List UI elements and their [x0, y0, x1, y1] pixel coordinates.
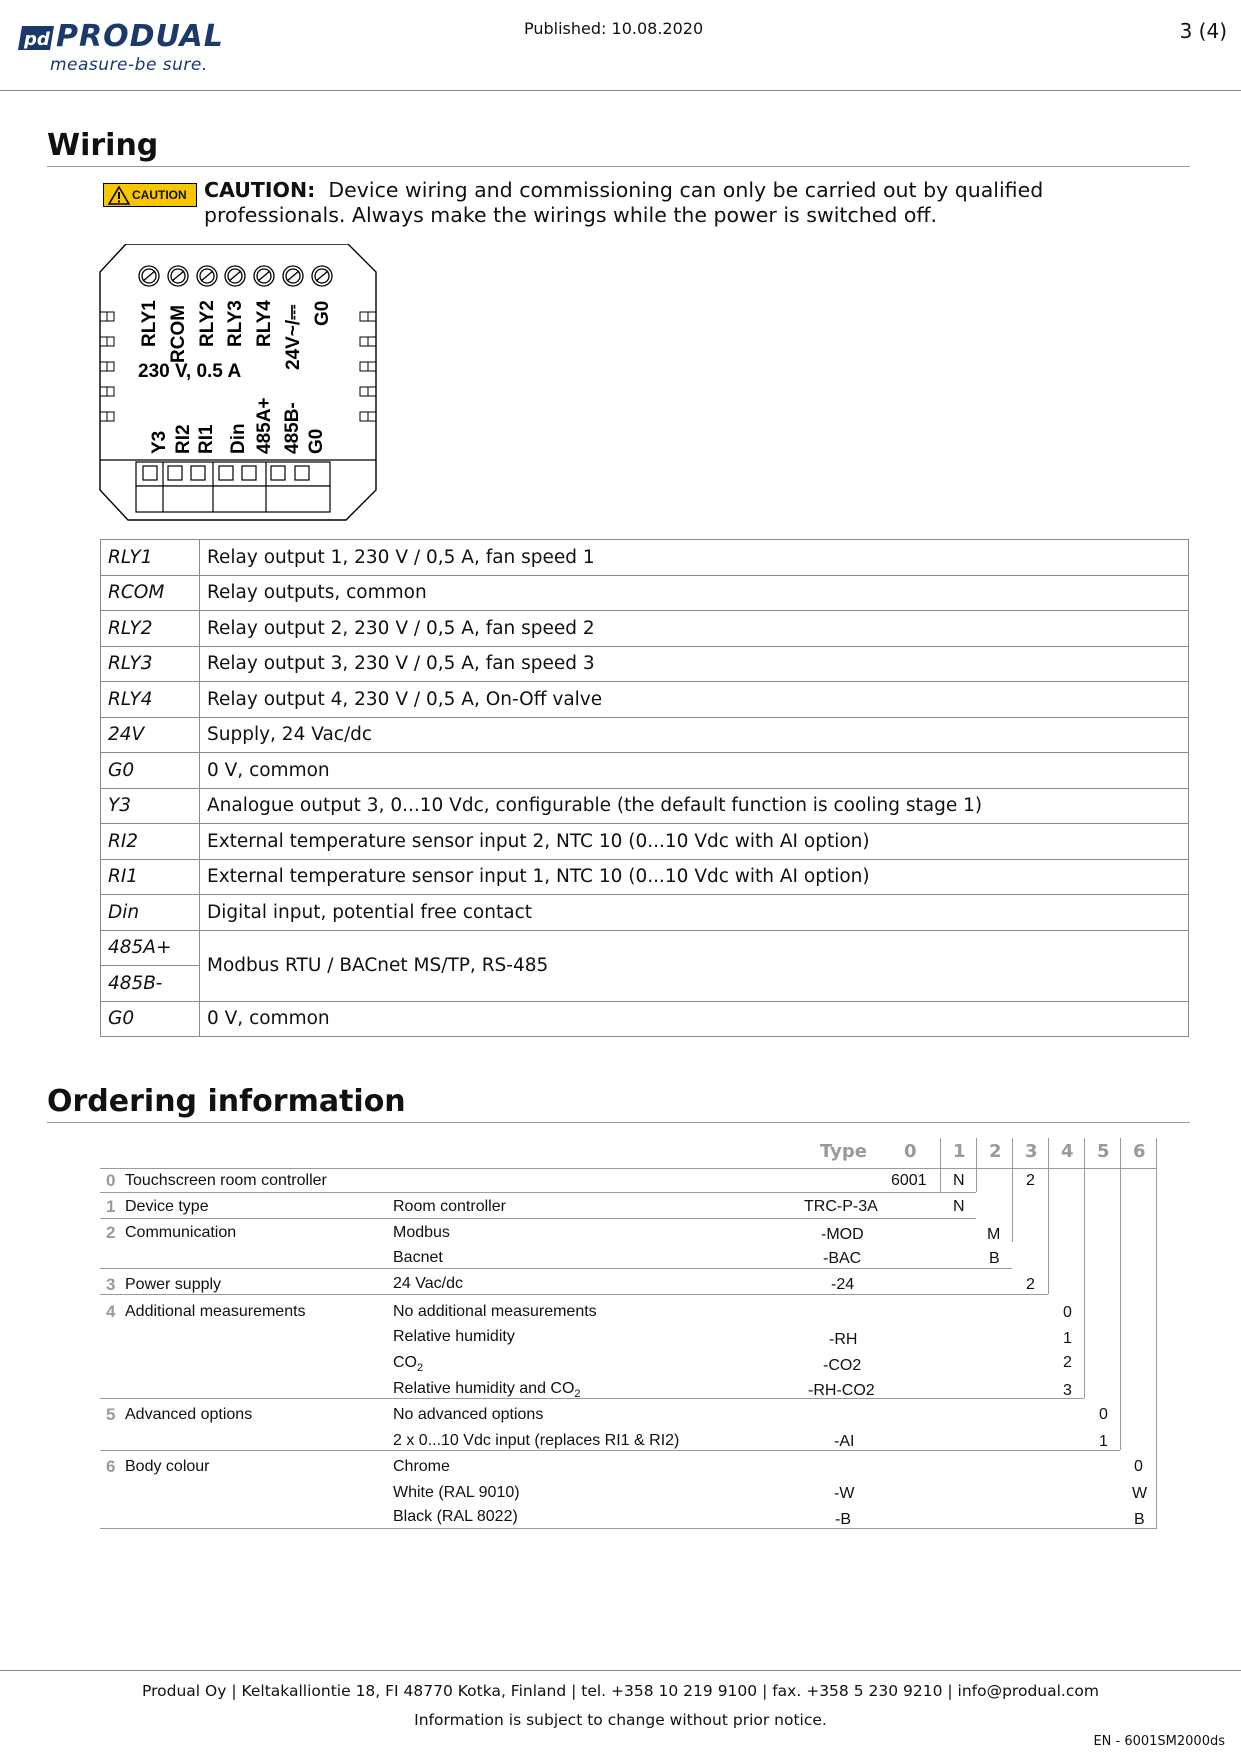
- order-option: Room controller: [393, 1198, 506, 1215]
- terminal-code: 485A+: [101, 930, 200, 966]
- terminal-description: Analogue output 3, 0...10 Vdc, configurable (the default function is cooling stage 1): [200, 788, 1189, 824]
- footer-notice: Information is subject to change without prior notice.: [414, 1711, 827, 1729]
- order-option: Relative humidity: [393, 1328, 515, 1345]
- order-option: Modbus: [393, 1224, 450, 1241]
- position-number: 3: [106, 1275, 116, 1294]
- order-item-label: Power supply: [125, 1276, 222, 1293]
- caution-lead: CAUTION:: [204, 178, 316, 202]
- terminal-code: RI1: [101, 859, 200, 895]
- order-code: -MOD: [821, 1226, 864, 1243]
- ordering-rule: [47, 1122, 1190, 1123]
- code-value: 0: [1063, 1304, 1072, 1321]
- order-code: -RH-CO2: [808, 1382, 875, 1399]
- table-row: [101, 895, 1189, 931]
- rule: [100, 1218, 976, 1219]
- terminal-label-bottom: G0: [306, 428, 327, 454]
- order-option: [393, 1380, 581, 1400]
- rule: [1084, 1138, 1085, 1398]
- order-code: -24: [831, 1276, 855, 1293]
- code-value: N: [953, 1198, 965, 1215]
- terminal-label-top: G0: [312, 300, 333, 326]
- code-value: 0: [1134, 1458, 1143, 1475]
- order-option: [393, 1354, 423, 1374]
- order-option: No additional measurements: [393, 1303, 597, 1320]
- order-code: TRC-P-3A: [804, 1198, 878, 1215]
- terminal-code: RCOM: [101, 575, 200, 611]
- order-option: Black (RAL 8022): [393, 1508, 518, 1525]
- rule: [100, 1192, 976, 1193]
- terminal-code: 485B-: [101, 966, 200, 1002]
- terminal-code: RI2: [101, 824, 200, 860]
- table-row: [101, 753, 1189, 789]
- position-number: 0: [106, 1171, 116, 1190]
- rule: [100, 1294, 1048, 1295]
- terminal-label-top: RLY2: [197, 300, 218, 347]
- order-code: -RH: [829, 1331, 858, 1348]
- subscript: 2: [574, 1388, 581, 1401]
- table-row: [101, 646, 1189, 682]
- terminal-description: Relay outputs, common: [200, 575, 1189, 611]
- terminal-description: 0 V, common: [200, 1001, 1189, 1037]
- terminal-code: Din: [101, 895, 200, 931]
- table-row: [101, 540, 1189, 576]
- position-number: 6: [106, 1457, 116, 1476]
- code-value: N: [953, 1172, 965, 1189]
- terminal-label-top: 24V~/⎓: [283, 304, 304, 370]
- position-number: 1: [106, 1197, 116, 1216]
- caution-badge-label: CAUTION: [132, 188, 187, 202]
- position-number: 2: [106, 1223, 116, 1242]
- rule: [100, 1450, 1120, 1451]
- wiring-rule: [47, 166, 1190, 167]
- code-value: B: [1134, 1511, 1145, 1528]
- terminal-label-top: RLY4: [254, 300, 275, 347]
- brand-name: PRODUAL: [56, 19, 224, 54]
- terminal-description: Relay output 2, 230 V / 0,5 A, fan speed 2: [200, 611, 1189, 647]
- code-value: M: [987, 1226, 1001, 1243]
- svg-text:pd: pd: [24, 29, 50, 50]
- order-item-label: Advanced options: [125, 1406, 253, 1423]
- code-value: 1: [1099, 1433, 1108, 1450]
- terminal-diagram: [98, 244, 380, 524]
- order-code: -BAC: [823, 1250, 862, 1267]
- table-row: [101, 930, 1189, 966]
- rule: [1012, 1138, 1013, 1242]
- order-item-label: Device type: [125, 1198, 209, 1215]
- table-row: [101, 788, 1189, 824]
- position-header: 0: [904, 1141, 917, 1162]
- terminal-code: RLY4: [101, 682, 200, 718]
- table-row: [101, 575, 1189, 611]
- footer-contact: Produal Oy | Keltakalliontie 18, FI 48770 Kotka, Finland | tel. +358 10 219 9100 | fax. +358 5 230 9210 | info@produal.com: [142, 1682, 1099, 1700]
- position-header: 3: [1025, 1141, 1038, 1162]
- rule: [1120, 1138, 1121, 1450]
- rule: [100, 1168, 1157, 1169]
- terminal-description: Relay output 4, 230 V / 0,5 A, On-Off valve: [200, 682, 1189, 718]
- terminal-code: 24V: [101, 717, 200, 753]
- terminal-label-bottom: Din: [228, 423, 249, 454]
- header-divider: [0, 90, 1241, 91]
- code-value: B: [989, 1250, 1000, 1267]
- terminal-label-top: RCOM: [168, 304, 189, 363]
- order-item-label: Touchscreen room controller: [125, 1172, 327, 1189]
- order-option: Bacnet: [393, 1249, 443, 1266]
- brand-tagline: measure-be sure.: [50, 55, 208, 75]
- position-header: 4: [1061, 1141, 1074, 1162]
- terminal-label-top: RLY3: [225, 300, 246, 347]
- terminal-table: [100, 539, 1189, 1037]
- order-code: -AI: [834, 1433, 855, 1450]
- terminal-code: G0: [101, 1001, 200, 1037]
- position-header: 5: [1097, 1141, 1110, 1162]
- position-header: 2: [989, 1141, 1002, 1162]
- terminal-code: Y3: [101, 788, 200, 824]
- footer-divider: [0, 1670, 1241, 1671]
- code-value: 2: [1026, 1276, 1035, 1293]
- code-value: 2: [1063, 1354, 1072, 1371]
- code-value: 0: [1099, 1406, 1108, 1423]
- terminal-label-bottom: 485B-: [282, 402, 303, 454]
- terminal-label-bottom: RI2: [173, 424, 194, 454]
- rule: [1156, 1138, 1157, 1529]
- order-item-label: Communication: [125, 1224, 237, 1241]
- terminal-description: 0 V, common: [200, 753, 1189, 789]
- terminal-label-top: RLY1: [139, 300, 160, 347]
- wiring-heading: Wiring: [47, 128, 159, 163]
- terminal-code: RLY1: [101, 540, 200, 576]
- order-code: 6001: [891, 1172, 927, 1189]
- code-value: 1: [1063, 1330, 1072, 1347]
- table-row: [101, 859, 1189, 895]
- rule: [1048, 1138, 1049, 1294]
- type-header: Type: [820, 1141, 867, 1162]
- code-value: 2: [1026, 1172, 1035, 1189]
- terminal-description: External temperature sensor input 1, NTC 10 (0...10 Vdc with AI option): [200, 859, 1189, 895]
- terminal-label-bottom: RI1: [196, 424, 217, 454]
- terminal-description: Digital input, potential free contact: [200, 895, 1189, 931]
- subscript: 2: [417, 1362, 424, 1375]
- ordering-heading: Ordering information: [47, 1084, 406, 1119]
- table-row: [101, 682, 1189, 718]
- code-value: W: [1132, 1485, 1148, 1502]
- terminal-description: Relay output 3, 230 V / 0,5 A, fan speed 3: [200, 646, 1189, 682]
- order-item-label: Additional measurements: [125, 1303, 306, 1320]
- order-code: -W: [834, 1485, 855, 1502]
- warning-triangle-icon: [108, 186, 130, 205]
- rule: [940, 1138, 941, 1192]
- rule: [976, 1138, 977, 1192]
- order-code: -CO2: [823, 1357, 862, 1374]
- terminal-code: RLY3: [101, 646, 200, 682]
- rule: [100, 1528, 1156, 1529]
- table-row: [101, 717, 1189, 753]
- rule: [100, 1268, 1012, 1269]
- order-option: Chrome: [393, 1458, 450, 1475]
- terminal-label-bottom: Y3: [149, 430, 170, 454]
- caution-message: Device wiring and commissioning can only be carried out by qualified professionals. Always make the wirings while the power is switched off.: [204, 178, 1044, 227]
- terminal-description: Relay output 1, 230 V / 0,5 A, fan speed 1: [200, 540, 1189, 576]
- rating-label: 230 V, 0.5 A: [138, 361, 242, 382]
- position-number: 5: [106, 1405, 116, 1424]
- order-option-text: CO: [393, 1354, 417, 1371]
- page-number: 3 (4): [1179, 19, 1227, 43]
- table-row: [101, 611, 1189, 647]
- order-option: 2 x 0...10 Vdc input (replaces RI1 & RI2): [393, 1432, 680, 1449]
- terminal-code: RLY2: [101, 611, 200, 647]
- caution-text: [204, 178, 1104, 228]
- order-option: No advanced options: [393, 1406, 544, 1423]
- order-item-label: Body colour: [125, 1458, 210, 1475]
- position-header: 6: [1133, 1141, 1146, 1162]
- document-code: EN - 6001SM2000ds: [1093, 1734, 1225, 1749]
- terminal-description: Modbus RTU / BACnet MS/TP, RS-485: [200, 930, 1189, 1001]
- order-option: White (RAL 9010): [393, 1484, 520, 1501]
- rule: [100, 1398, 1084, 1399]
- terminal-description: Supply, 24 Vac/dc: [200, 717, 1189, 753]
- caution-badge: [103, 183, 197, 207]
- position-number: 4: [106, 1302, 116, 1321]
- position-header: 1: [953, 1141, 966, 1162]
- table-row: [101, 824, 1189, 860]
- published-date: Published: 10.08.2020: [524, 19, 704, 38]
- order-option-text: Relative humidity and CO: [393, 1380, 575, 1397]
- code-value: 3: [1063, 1382, 1072, 1399]
- terminal-code: G0: [101, 753, 200, 789]
- table-row: [101, 1001, 1189, 1037]
- order-option: 24 Vac/dc: [393, 1275, 463, 1292]
- order-code: -B: [835, 1511, 851, 1528]
- terminal-label-bottom: 485A+: [254, 397, 275, 454]
- terminal-description: External temperature sensor input 2, NTC 10 (0...10 Vdc with AI option): [200, 824, 1189, 860]
